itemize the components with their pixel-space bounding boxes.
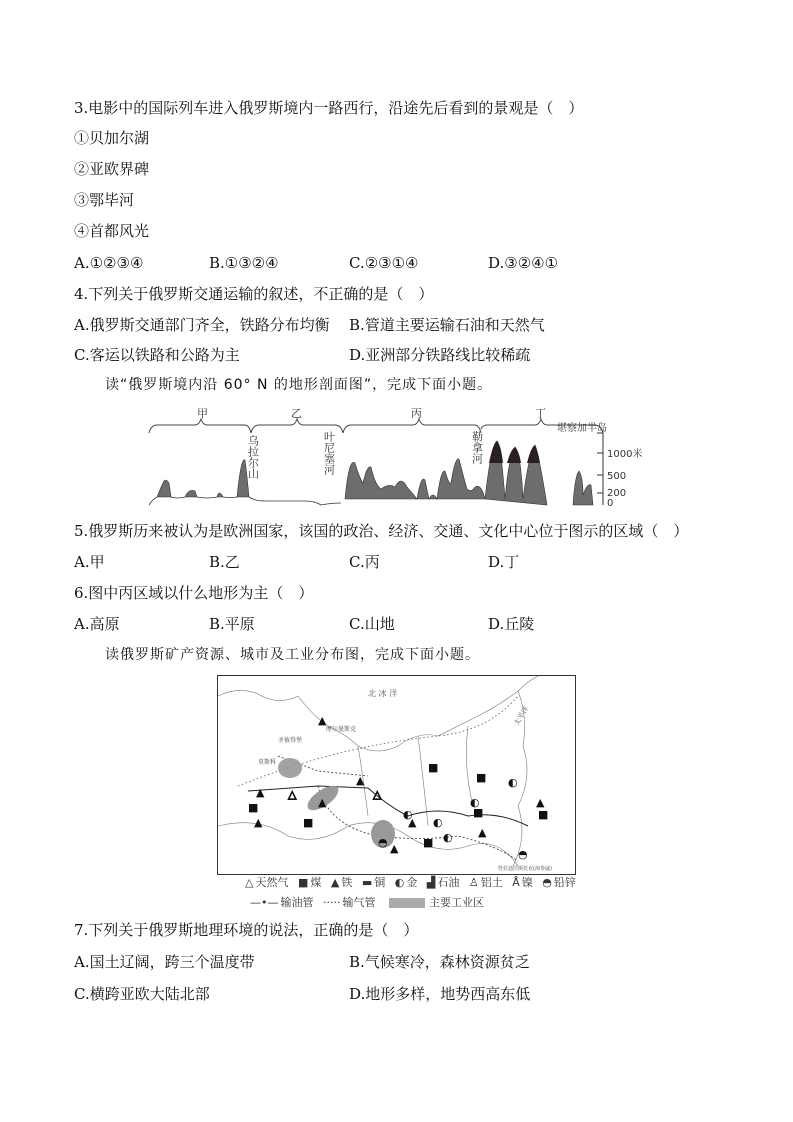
- iron-icon: ▲: [330, 876, 340, 889]
- q3-item-4: ④首都风光: [74, 222, 150, 240]
- region-yi: 乙: [291, 407, 302, 420]
- axis-tick-500: 500: [607, 471, 627, 482]
- q6-option-a: A.高原: [74, 615, 120, 633]
- legend-lead-zinc: ◓ 铅锌: [542, 876, 576, 889]
- natural-gas-icon: △: [245, 876, 254, 889]
- q7-option-b: B.气候寒冷，森林资源贫乏: [349, 953, 530, 971]
- label-lena: 勒拿河: [470, 431, 484, 464]
- q3-item-3: ③鄂毕河: [74, 191, 135, 209]
- legend-nickel: Å 镍: [512, 876, 533, 889]
- region-jia: 甲: [197, 407, 208, 420]
- coal-icon: ■: [297, 876, 309, 889]
- oil-pipeline-icon: —•—: [250, 896, 279, 909]
- map-legend-row-1: [245, 876, 582, 890]
- q3-stem: 3.电影中的国际列车进入俄罗斯境内一路西行，沿途先后看到的景观是（ ）: [74, 99, 584, 117]
- q4-option-a: A.俄罗斯交通部门齐全，铁路分布均衡: [74, 316, 330, 334]
- gas-pipeline-icon: ·····: [323, 896, 341, 909]
- q7-option-a: A.国土辽阔，跨三个温度带: [74, 953, 255, 971]
- symbol-coal: ■: [473, 806, 484, 819]
- q3-option-c: C.②③①④: [349, 254, 419, 272]
- symbol-gold: ◐: [508, 776, 518, 789]
- symbol-coal: ■: [248, 801, 259, 814]
- symbol-gas: △: [288, 788, 297, 801]
- legend-gold: ◐ 金: [394, 876, 418, 889]
- lead-zinc-icon: ◓: [542, 876, 552, 889]
- q4-option-b: B.管道主要运输石油和天然气: [349, 316, 545, 334]
- region-bing: 丙: [411, 407, 422, 420]
- label-arctic-ocean: 北 冰 洋: [368, 689, 398, 698]
- symbol-oil: ▲: [256, 786, 265, 799]
- q4-option-c: C.客运以铁路和公路为主: [74, 346, 240, 364]
- symbol-oil: ▲: [536, 796, 545, 809]
- legend-iron: ▲ 铁: [330, 876, 353, 889]
- legend-copper: ▬ 铜: [361, 876, 386, 889]
- map-intro: 读俄罗斯矿产资源、城市及工业分布图，完成下面小题。: [105, 647, 480, 663]
- symbol-iron: ▲: [318, 714, 327, 727]
- symbol-iron: ▲: [408, 816, 417, 829]
- bracket-bing: [343, 419, 481, 433]
- q7-stem: 7.下列关于俄罗斯地理环境的说法，正确的是（ ）: [74, 921, 419, 939]
- q3-option-b: B.①③②④: [209, 254, 279, 272]
- oil-icon: ▟: [426, 876, 436, 889]
- q5-option-a: A.甲: [74, 553, 105, 571]
- label-murmansk: 摩尔曼斯克: [326, 726, 357, 733]
- copper-icon: ▬: [361, 876, 373, 889]
- legend-bauxite: ♙ 铝土: [468, 876, 503, 889]
- label-vladivostok: 符拉迪沃斯托克(海参崴): [498, 866, 552, 872]
- q5-option-b: B.乙: [209, 553, 240, 571]
- symbol-coal: ■: [538, 808, 549, 821]
- axis-tick-0: 0: [607, 498, 614, 509]
- coastline-north: [218, 676, 538, 751]
- q7-option-c: C.横跨亚欧大陆北部: [74, 985, 210, 1003]
- q3-option-d: D.③②④①: [488, 254, 559, 272]
- terrain-peaks-dark: [489, 441, 540, 463]
- label-pacific: 太平洋: [512, 704, 531, 727]
- q4-option-d: D.亚洲部分铁路线比较稀疏: [349, 346, 531, 364]
- q5-stem: 5.俄罗斯历来被认为是欧洲国家，该国的政治、经济、交通、文化中心位于图示的区域（ ）: [74, 522, 689, 540]
- profile-intro: 读“俄罗斯境内沿 60° N 的地形剖面图”，完成下面小题。: [105, 377, 493, 393]
- axis-tick-200: 200: [607, 488, 627, 499]
- legend-gas-pipeline: ····· 输气管: [323, 896, 376, 909]
- symbol-gas: △: [373, 788, 382, 801]
- industrial-zone-swatch-icon: [389, 898, 425, 908]
- legend-coal: ■ 煤: [297, 876, 322, 889]
- terrain-central: [345, 459, 485, 499]
- q5-option-d: D.丁: [488, 553, 520, 571]
- terrain-kamchatka: [573, 471, 593, 505]
- q6-stem: 6.图中丙区域以什么地形为主（ ）: [74, 584, 314, 602]
- symbol-lead-zinc: ◓: [378, 836, 388, 849]
- legend-oil: ▟ 石油: [426, 876, 460, 889]
- symbol-gold: ◐: [470, 796, 480, 809]
- terrain-west: [157, 460, 249, 497]
- symbol-coal: ■: [423, 836, 434, 849]
- symbol-coal: ■: [303, 816, 314, 829]
- region-ding: 丁: [535, 407, 546, 420]
- legend-industrial-zone: 主要工业区: [385, 896, 484, 909]
- symbol-iron: ▲: [390, 842, 399, 855]
- axis-tick-1000: 1000米: [607, 449, 643, 460]
- symbol-gold: ◐: [403, 808, 413, 821]
- terrain-lowland: [149, 497, 341, 505]
- symbol-oil: ▲: [254, 816, 263, 829]
- border-south: [218, 823, 518, 866]
- q5-option-c: C.丙: [349, 553, 380, 571]
- river-3: [466, 726, 473, 806]
- q6-option-c: C.山地: [349, 615, 395, 633]
- q4-stem: 4.下列关于俄罗斯交通运输的叙述，不正确的是（ ）: [74, 285, 434, 303]
- q6-option-b: B.平原: [209, 615, 255, 633]
- q3-item-1: ①贝加尔湖: [74, 129, 150, 147]
- label-ural: 乌拉尔山: [246, 435, 260, 479]
- map-legend-row-2: [250, 896, 490, 910]
- label-st-petersburg: 圣彼得堡: [278, 737, 303, 744]
- q6-option-d: D.丘陵: [488, 615, 535, 633]
- russia-resources-map: [217, 675, 576, 875]
- label-yenisei: 叶尼塞河: [322, 431, 336, 475]
- symbol-coal: ■: [428, 761, 439, 774]
- q3-option-a: A.①②③④: [74, 254, 144, 272]
- symbol-gold: ◐: [433, 816, 443, 829]
- legend-oil-pipeline: —•— 输油管: [250, 896, 314, 909]
- label-kamchatka: 堪察加半岛: [557, 423, 607, 434]
- gold-icon: ◐: [394, 876, 405, 889]
- q3-item-2: ②亚欧界碑: [74, 160, 150, 178]
- symbol-lead-zinc: ◓: [518, 848, 528, 861]
- label-moscow: 莫斯科: [258, 759, 277, 766]
- nickel-icon: Å: [512, 876, 520, 889]
- symbol-oil: ▲: [356, 774, 365, 787]
- symbol-coal: ■: [476, 771, 487, 784]
- legend-natural-gas: △ 天然气: [245, 876, 289, 889]
- industrial-zone-moscow: [278, 758, 302, 778]
- bracket-jia: [149, 419, 251, 433]
- bauxite-icon: ♙: [468, 876, 479, 889]
- symbol-iron: ▲: [478, 826, 487, 839]
- q7-option-d: D.地形多样，地势西高东低: [349, 985, 531, 1003]
- terrain-profile-figure: [145, 405, 685, 510]
- symbol-oil: ▲: [318, 796, 327, 809]
- symbol-gold: ◐: [443, 831, 453, 844]
